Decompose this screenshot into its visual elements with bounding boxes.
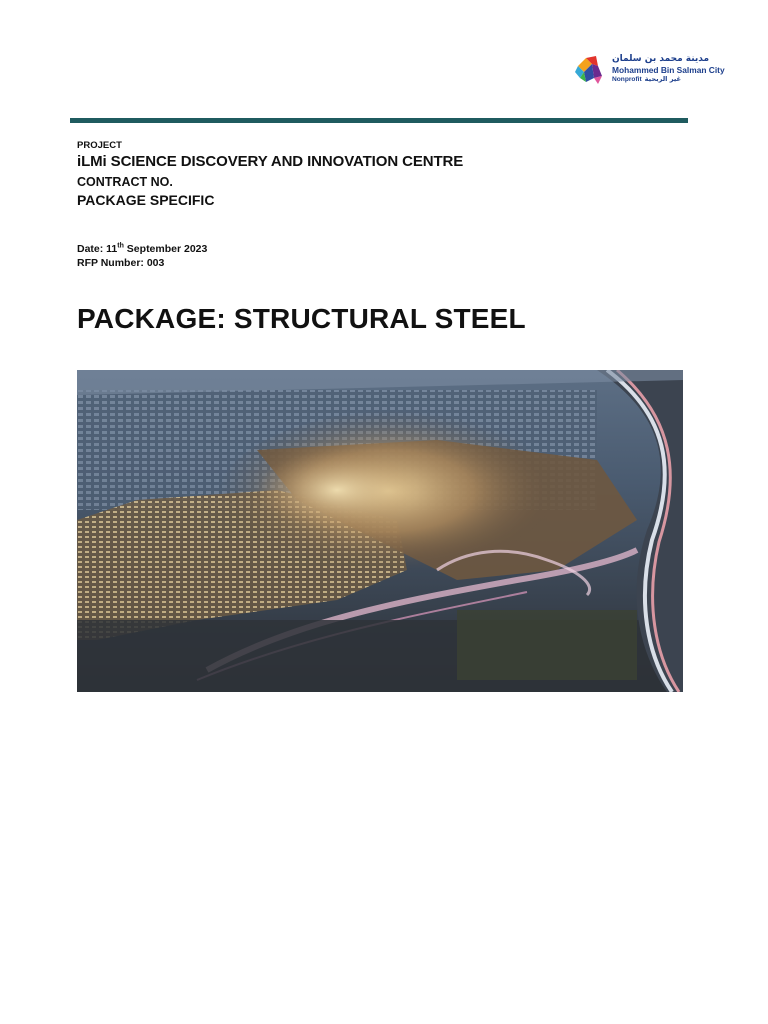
logo-nonprofit	[612, 75, 681, 83]
date-ordinal: th	[117, 242, 124, 250]
contract-label: CONTRACT NO.	[77, 175, 173, 189]
logo-english-name: Mohammed Bin Salman City	[612, 65, 725, 75]
aerial-city-image	[77, 370, 683, 692]
rfp-number: RFP Number: 003	[77, 257, 165, 269]
logo-nonprofit-en: Nonprofit	[612, 76, 642, 83]
mbs-city-logo-icon	[572, 52, 608, 88]
mbs-city-logo	[572, 50, 736, 90]
header-divider	[70, 118, 688, 123]
date-rest: September 2023	[123, 243, 208, 255]
package-title: PACKAGE: STRUCTURAL STEEL	[77, 303, 526, 334]
date-prefix: Date: 11	[77, 243, 118, 255]
date-line	[77, 243, 207, 255]
contract-value: PACKAGE SPECIFIC	[77, 192, 215, 208]
project-label: PROJECT	[77, 140, 122, 151]
project-name: iLMi SCIENCE DISCOVERY AND INNOVATION CENTRE	[77, 153, 464, 170]
logo-arabic-name: مدينة محمد بن سلمان	[612, 54, 710, 64]
logo-nonprofit-ar: غير الربحية	[644, 75, 682, 83]
